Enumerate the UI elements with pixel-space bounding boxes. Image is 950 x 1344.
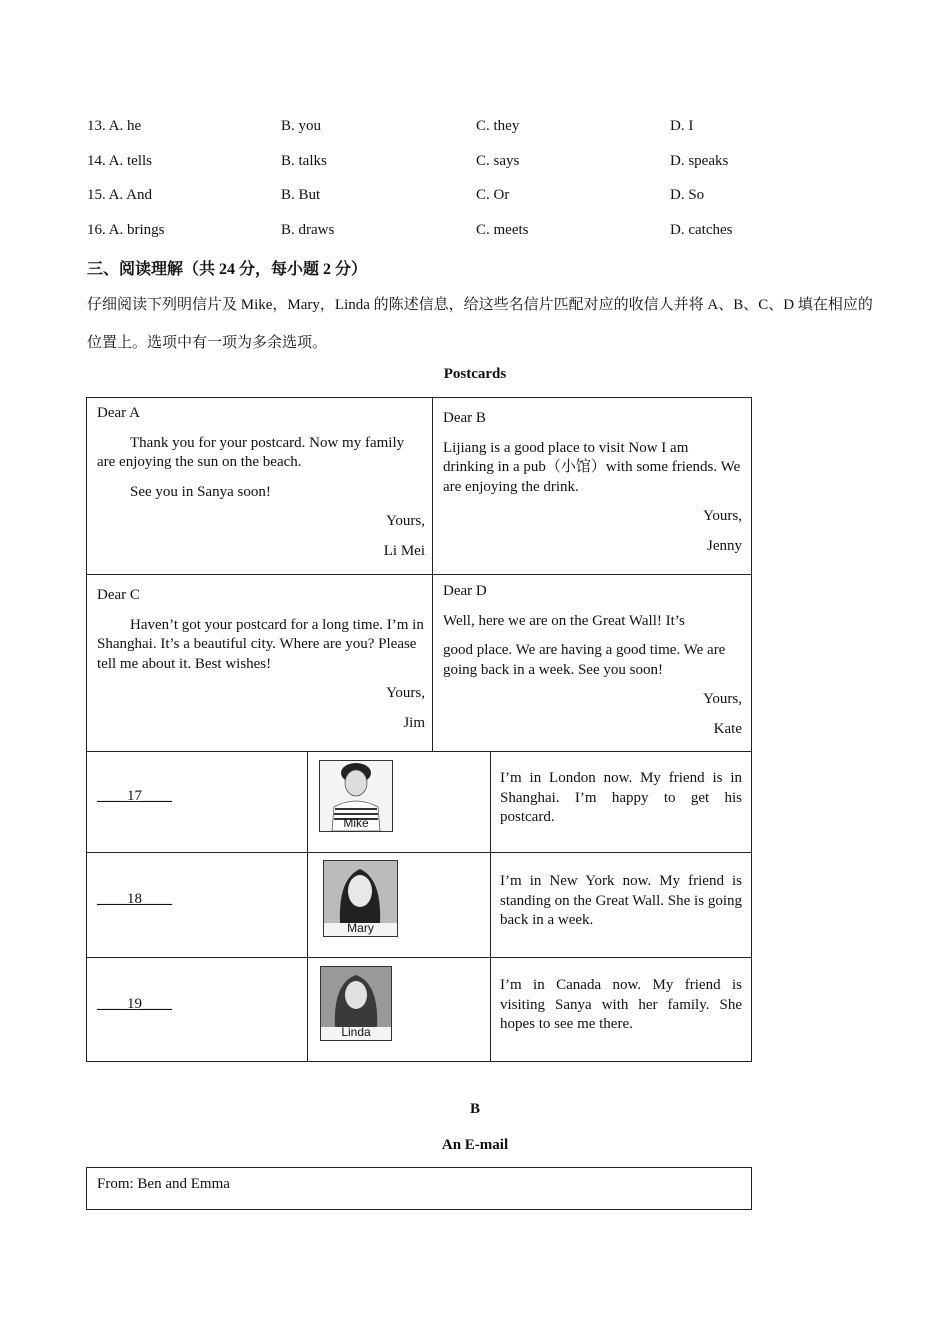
postcard-b [443, 409, 742, 556]
option-c: C. they [476, 118, 520, 134]
email-title: An E-mail [441, 1137, 509, 1153]
postcard-closing: Yours, [386, 685, 425, 701]
statement-text: I’m in Canada now. My friend is visiting Sanya with her family. She hopes to see me there. [500, 977, 742, 1032]
matching-row-divider [86, 852, 752, 853]
email-from: From: Ben and Emma [97, 1176, 230, 1192]
statement-text: I’m in New York now. My friend is standing on the Great Wall. She is going back in a week. [500, 873, 742, 928]
postcard-a [97, 404, 425, 561]
matching-divider-2 [490, 751, 491, 1062]
option-a: 13. A. he [87, 118, 142, 134]
option-c: C. Or [476, 187, 510, 203]
answer-blank-18[interactable]: ____18____ [97, 891, 172, 907]
statement-text: I’m in London now. My friend is in Shanghai. I’m happy to get his postcard. [500, 770, 742, 825]
option-b: B. you [281, 118, 322, 134]
option-row-15 [87, 187, 847, 209]
option-c: C. meets [476, 222, 529, 238]
option-row-16 [87, 222, 847, 244]
answer-blank-19[interactable]: ____19____ [97, 996, 172, 1012]
option-a: 15. A. And [87, 187, 153, 203]
option-b: B. draws [281, 222, 335, 238]
email-box [86, 1167, 752, 1210]
photo-name-label: Mike [343, 816, 369, 830]
postcard-signature: Jenny [707, 537, 742, 554]
postcard-body: Lijiang is a good place to visit Now I am drinking in a pub（小馆）with some friends. We are enjoying the drink. [443, 439, 741, 495]
option-row-13 [87, 118, 847, 140]
section-heading: 三、阅读理解（共 24 分，每小题 2 分） [87, 261, 368, 278]
option-d: D. catches [670, 222, 733, 238]
option-row-14 [87, 153, 847, 175]
option-d: D. speaks [670, 153, 729, 169]
postcard-closing: Yours, [703, 508, 742, 524]
matching-row-divider [86, 957, 752, 958]
postcard-signature: Li Mei [383, 542, 425, 559]
option-d: D. I [670, 118, 694, 134]
section-instruction: 仔细阅读下列明信片及 Mike，Mary，Linda 的陈述信息，给这些名信片匹配对应的收信人并将 A、B、C、D 填在相应的位置上。选项中有一项为多余选项。 [87, 297, 873, 351]
postcard-closing: Yours, [386, 513, 425, 529]
person-icon [321, 967, 391, 1027]
postcard-body: Thank you for your postcard. Now my family are enjoying the sun on the beach. [97, 434, 405, 470]
option-b: B. But [281, 187, 321, 203]
postcard-greeting: Dear A [97, 405, 140, 421]
postcard-greeting: Dear C [97, 587, 140, 603]
option-b: B. talks [281, 153, 327, 169]
photo-name-label: Linda [341, 1025, 371, 1039]
option-a: 14. A. tells [87, 153, 153, 169]
person-icon [324, 861, 397, 923]
postcard-body: Well, here we are on the Great Wall! It’s [443, 612, 685, 629]
postcard-signature: Jim [403, 714, 425, 731]
postcard-greeting: Dear D [443, 583, 487, 599]
postcard-d [443, 582, 742, 739]
photo-name-label: Mary [347, 921, 374, 935]
matching-divider-1 [307, 751, 308, 1062]
postcards-divider-h [86, 574, 752, 575]
mary-photo [323, 860, 398, 937]
part-b-letter: B [469, 1101, 480, 1117]
postcard-body: Haven’t got your postcard for a long time. I’m in Shanghai. It’s a beautiful city. Where are you? Please tell me about it. Best wishes! [97, 616, 424, 672]
postcard-greeting: Dear B [443, 410, 486, 426]
option-d: D. So [670, 187, 705, 203]
option-a: 16. A. brings [87, 222, 165, 238]
answer-blank-17[interactable]: ____17____ [97, 788, 172, 804]
postcard-signature: Kate [713, 720, 742, 737]
linda-photo [320, 966, 392, 1041]
postcard-closing: Yours, [703, 691, 742, 707]
option-c: C. says [476, 153, 520, 169]
mike-photo [319, 760, 393, 832]
postcards-title: Postcards [443, 366, 507, 382]
postcard-body2: See you in Sanya soon! [130, 483, 271, 500]
postcard-body2: good place. We are having a good time. We are going back in a week. See you soon! [443, 642, 726, 678]
postcard-c [97, 586, 425, 733]
